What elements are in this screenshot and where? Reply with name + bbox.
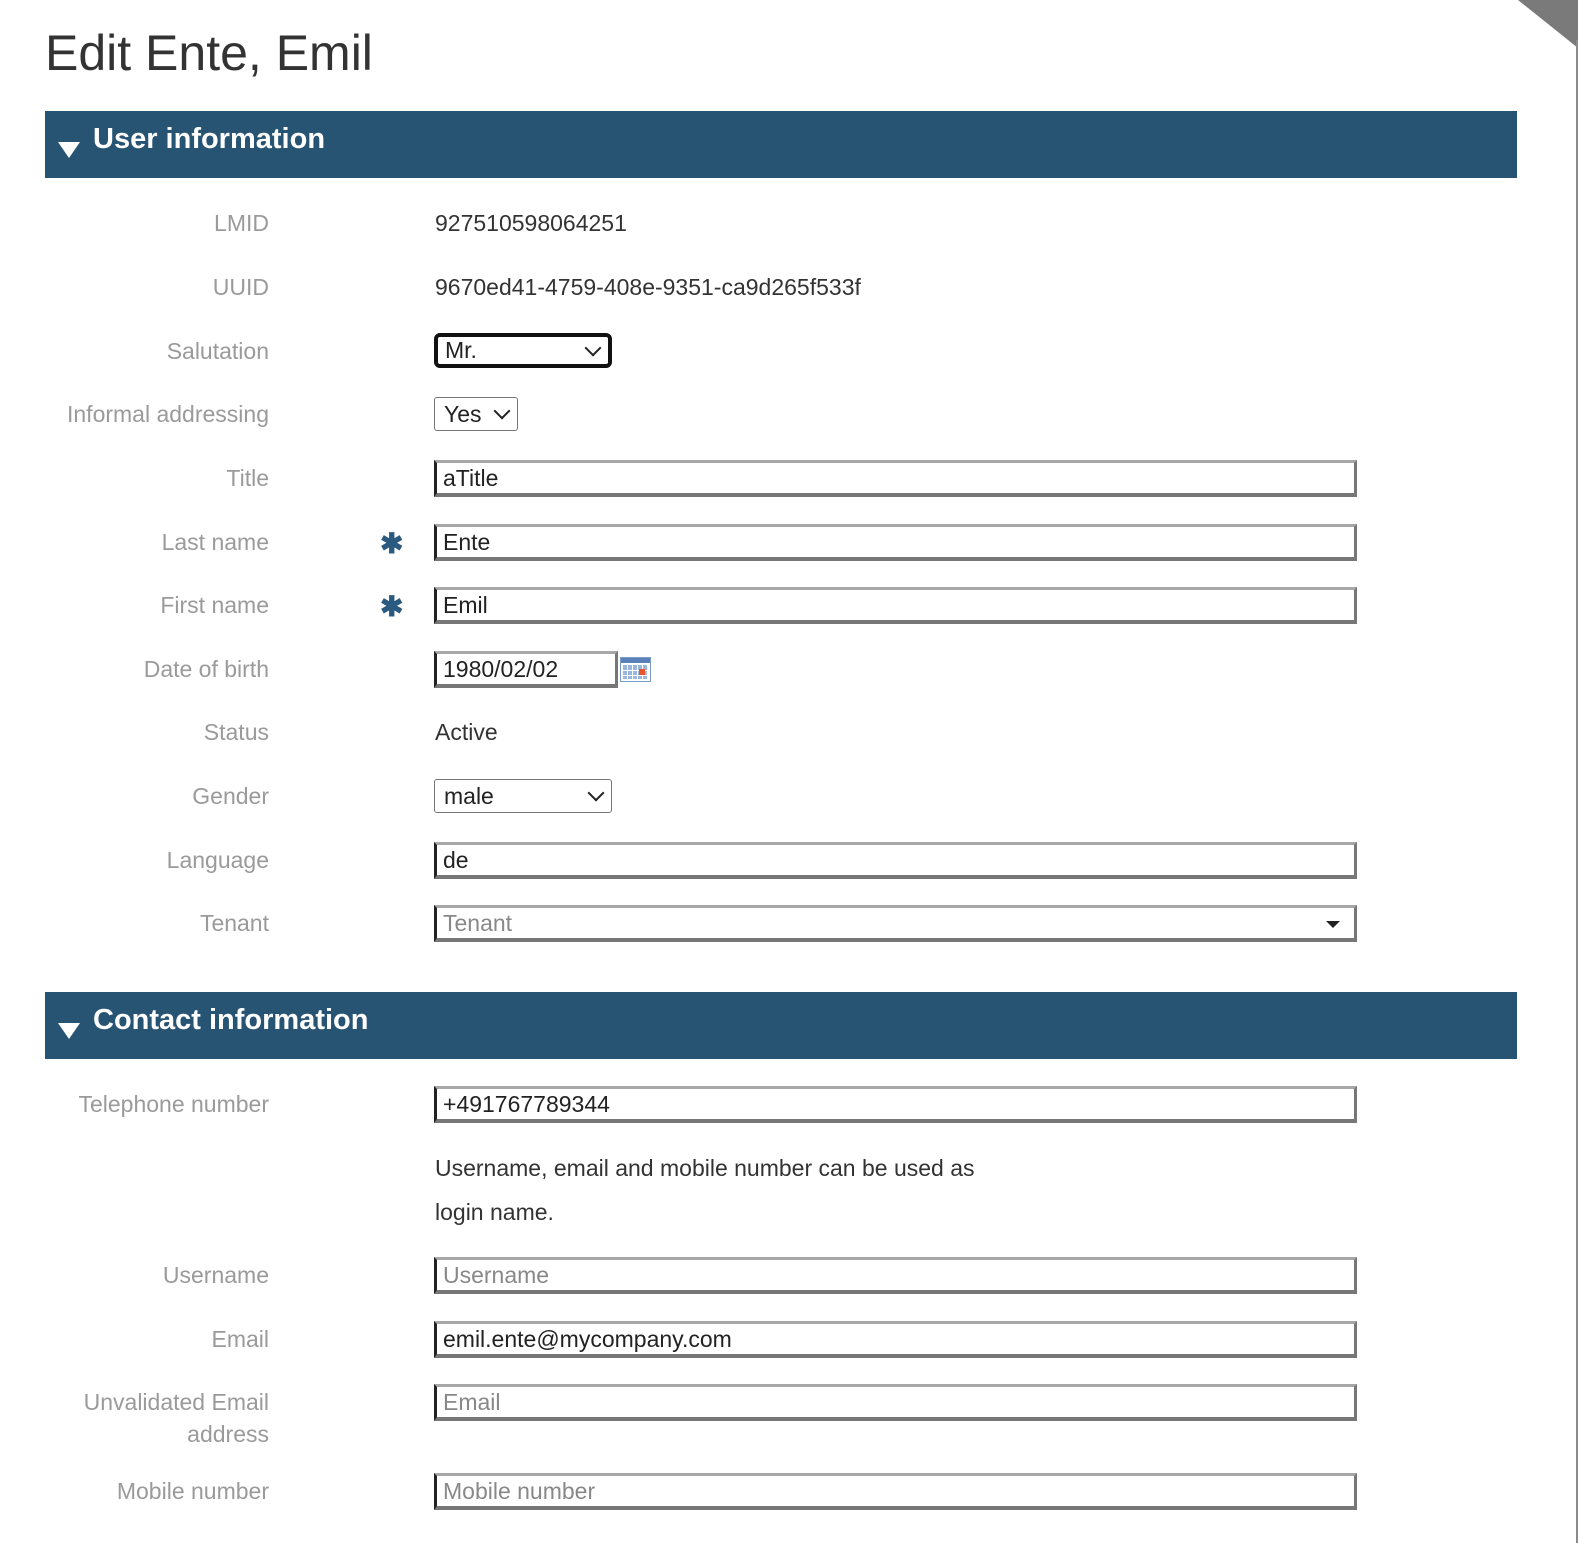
chevron-down-icon — [494, 403, 511, 420]
field-label: Language — [166, 847, 269, 873]
tenant-placeholder: Tenant — [443, 909, 513, 936]
field-row-language — [0, 844, 1500, 884]
field-label: Username — [162, 1262, 269, 1288]
page-title: Edit Ente, Emil — [45, 25, 373, 81]
field-row-mobile — [0, 1475, 1500, 1515]
selected-value: Mr. — [445, 337, 477, 363]
field-row-tenant — [0, 907, 1500, 947]
field-label: Title — [226, 465, 269, 491]
section-title: User information — [93, 123, 326, 155]
field-row-telephone — [0, 1088, 1500, 1128]
section-header-contact-information[interactable] — [45, 992, 1517, 1059]
email-input[interactable] — [434, 1321, 1357, 1358]
field-label: Salutation — [166, 338, 269, 364]
dropdown-arrow-icon[interactable] — [1326, 921, 1340, 928]
collapse-triangle-icon — [58, 142, 80, 158]
field-label: Tenant — [199, 910, 269, 936]
field-row-date-of-birth — [0, 653, 1500, 693]
field-row-unvalidated-email — [0, 1386, 1500, 1456]
field-label: First name — [160, 592, 269, 618]
field-row-uuid — [0, 271, 1500, 311]
field-row-username — [0, 1259, 1500, 1299]
chevron-down-icon — [585, 339, 602, 356]
calendar-header — [621, 658, 650, 663]
status-value: Active — [435, 719, 498, 745]
field-label: Last name — [161, 529, 269, 555]
mobile-number-input[interactable] — [434, 1473, 1357, 1510]
last-name-input[interactable] — [434, 524, 1357, 561]
required-asterisk-icon: ✱ — [380, 591, 404, 622]
uuid-value: 9670ed41-4759-408e-9351-ca9d265f533f — [435, 274, 861, 300]
field-row-title — [0, 462, 1500, 502]
section-title: Contact information — [93, 1004, 369, 1036]
calendar-today-marker — [639, 669, 645, 675]
corner-fold-icon — [1518, 0, 1578, 48]
informal-addressing-select[interactable] — [434, 397, 518, 431]
field-row-gender — [0, 780, 1500, 820]
selected-value: Yes — [444, 400, 482, 427]
hint-line: Username, email and mobile number can be used as — [435, 1155, 975, 1181]
username-input[interactable] — [434, 1257, 1357, 1294]
selected-value: male — [444, 782, 494, 809]
field-label: UUID — [212, 274, 269, 300]
field-label: Date of birth — [143, 656, 269, 682]
label-line: address — [187, 1421, 269, 1447]
field-label: Status — [203, 719, 269, 745]
chevron-down-icon — [588, 785, 605, 802]
date-of-birth-input[interactable] — [434, 651, 618, 688]
field-row-status — [0, 716, 1500, 756]
field-label: LMID — [214, 210, 269, 236]
field-row-last-name — [0, 526, 1500, 566]
lmid-value: 927510598064251 — [435, 210, 627, 236]
language-input[interactable] — [434, 842, 1357, 879]
tenant-combobox[interactable] — [434, 905, 1357, 942]
field-row-email — [0, 1323, 1500, 1363]
field-label: Mobile number — [116, 1478, 269, 1504]
unvalidated-email-input[interactable] — [434, 1384, 1357, 1421]
field-label: Informal addressing — [67, 401, 269, 427]
field-label: Telephone number — [78, 1091, 269, 1117]
calendar-icon[interactable] — [620, 657, 651, 682]
first-name-input[interactable] — [434, 587, 1357, 624]
field-label: Gender — [192, 783, 269, 809]
section-header-user-information[interactable] — [45, 111, 1517, 178]
field-row-first-name — [0, 589, 1500, 629]
login-name-hint — [435, 1146, 1035, 1234]
hint-line: login name. — [435, 1199, 554, 1225]
field-label — [84, 1386, 269, 1450]
title-input[interactable] — [434, 460, 1357, 497]
required-asterisk-icon: ✱ — [380, 528, 404, 559]
label-line: Unvalidated Email — [83, 1389, 269, 1415]
collapse-triangle-icon — [58, 1023, 80, 1039]
telephone-input[interactable] — [434, 1086, 1357, 1123]
salutation-select[interactable] — [434, 333, 612, 368]
field-label: Email — [211, 1326, 269, 1352]
field-row-informal-addressing — [0, 398, 1500, 438]
field-row-salutation — [0, 335, 1500, 375]
field-row-lmid — [0, 207, 1500, 247]
gender-select[interactable] — [434, 779, 612, 813]
